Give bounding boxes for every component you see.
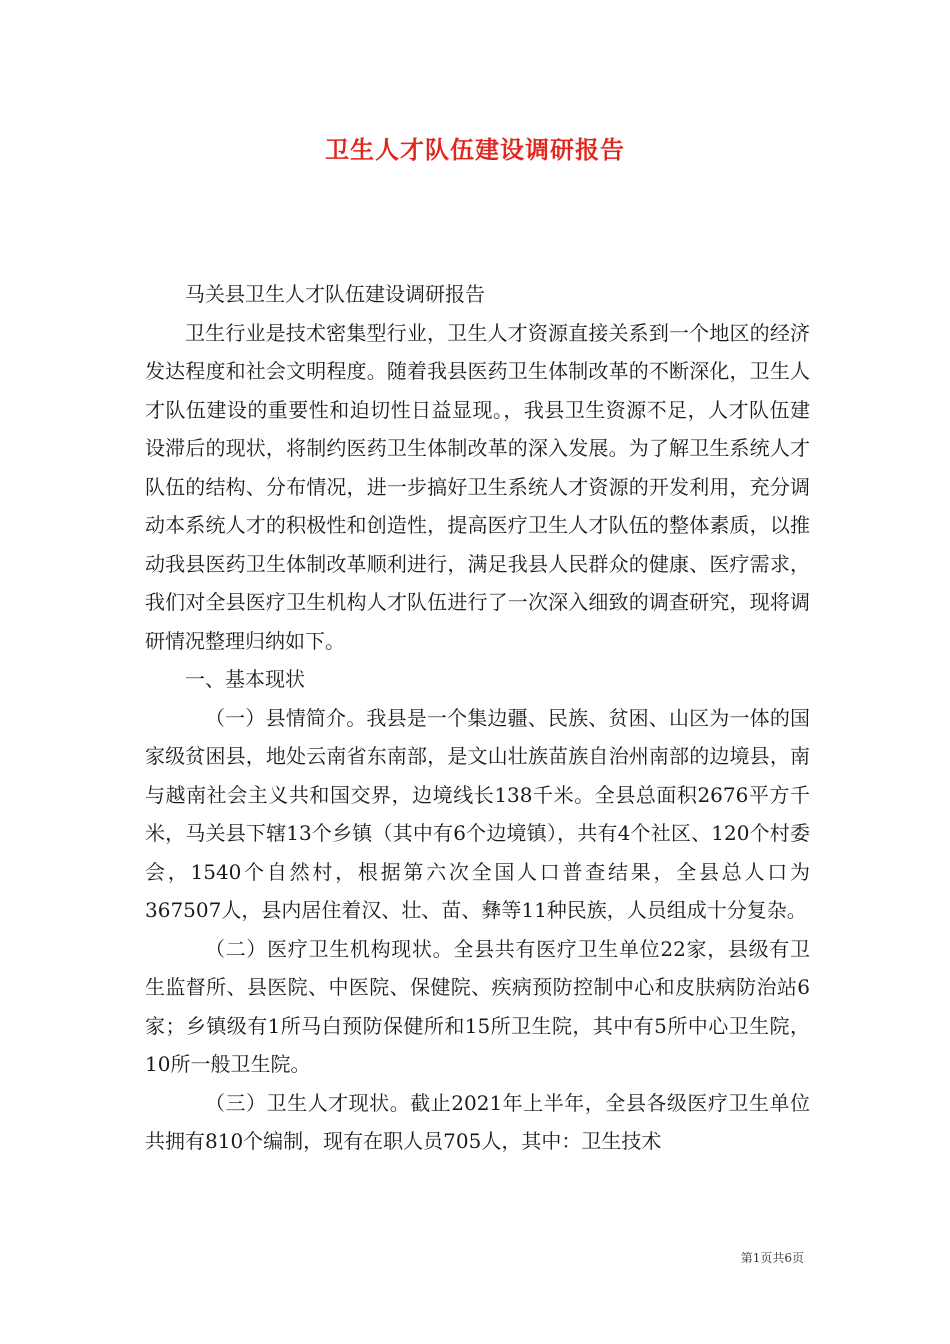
paragraph-medical-institutions: （二）医疗卫生机构现状。全县共有医疗卫生单位22家，县级有卫生监督所、县医院、中医院、保健院、疾病预防控制中心和皮肤病防治站6家；乡镇级有1所马白预防保健所和15所卫生院，其中有5所中心卫生院，10所一般卫生院。 bbox=[145, 936, 810, 1076]
paragraph-county-overview: （一）县情简介。我县是一个集边疆、民族、贫困、山区为一体的国家级贫困县，地处云南省东南部，是文山壮族苗族自治州南部的边境县，南与越南社会主义共和国交界，边境线长138千米。全县总面积2676平方千米，马关县下辖13个乡镇（其中有6个边境镇），共有4个社区、120个村委会，1540个自然村，根据第六次全国人口普查结果，全县总人口为367507人，县内居住着汉、壮、苗、彝等11种民族，人员组成十分复杂。 bbox=[145, 705, 810, 922]
section-heading: 一、基本现状 bbox=[185, 667, 305, 691]
paragraph-subtitle: 马关县卫生人才队伍建设调研报告 bbox=[185, 282, 485, 306]
document-title: 卫生人才队伍建设调研报告 bbox=[325, 135, 625, 164]
paragraph-talent-status: （三）卫生人才现状。截止2021年上半年，全县各级医疗卫生单位共拥有810个编制，现有在职人员705人，其中：卫生技术 bbox=[145, 1090, 810, 1153]
paragraph-intro: 卫生行业是技术密集型行业，卫生人才资源直接关系到一个地区的经济发达程度和社会文明程度。随着我县医药卫生体制改革的不断深化，卫生人才队伍建设的重要性和迫切性日益显现。，我县卫生资源不足，人才队伍建设滞后的现状，将制约医药卫生体制改革的深入发展。为了解卫生系统人才队伍的结构、分布情况，进一步搞好卫生系统人才资源的开发利用，充分调动本系统人才的积极性和创造性，提高医疗卫生人才队伍的整体素质，以推动我县医药卫生体制改革顺利进行，满足我县人民群众的健康、医疗需求，我们对全县医疗卫生机构人才队伍进行了一次深入细致的调查研究，现将调研情况整理归纳如下。 bbox=[145, 320, 810, 653]
document-body bbox=[145, 275, 810, 1161]
page-number: 第1页共6页 bbox=[740, 1251, 804, 1265]
